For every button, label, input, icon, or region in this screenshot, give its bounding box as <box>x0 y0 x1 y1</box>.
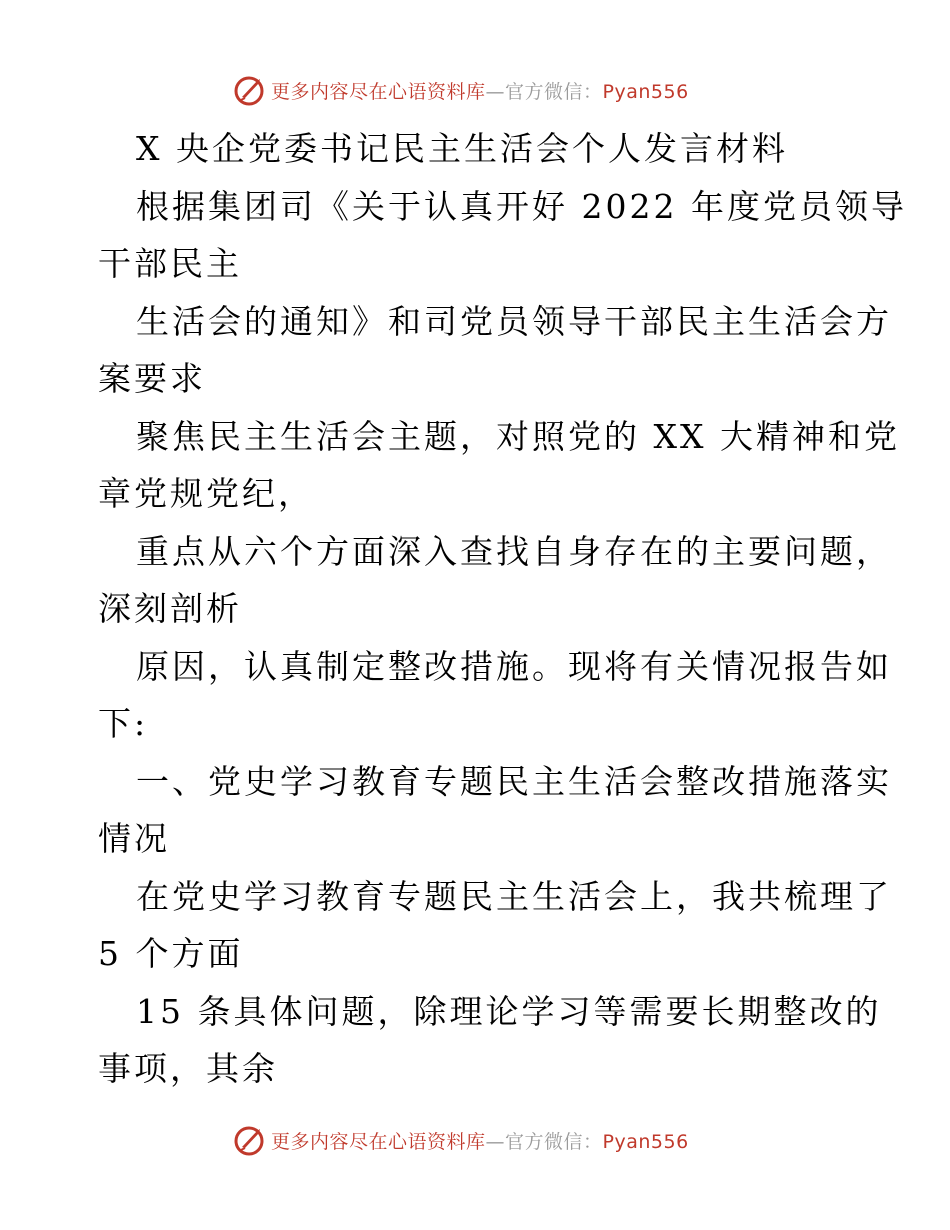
watermark-main: 更多内容尽在心语资料库 <box>271 80 486 103</box>
watermark-main: 更多内容尽在心语资料库 <box>271 1130 486 1153</box>
paragraph-line: 下: <box>98 704 149 743</box>
paragraph-line: 事项，其余 <box>98 1049 278 1088</box>
document-body <box>98 120 907 1098</box>
watermark-wechat-label: 官方微信： <box>505 1130 603 1153</box>
watermark-dash: — <box>485 80 506 103</box>
paragraph-line: 15 条具体问题，除理论学习等需要长期整改的 <box>136 991 882 1031</box>
paragraph-line: 案要求 <box>98 359 206 398</box>
feather-pen-logo-icon <box>233 73 267 107</box>
watermark-wechat-label: 官方微信： <box>505 80 603 103</box>
section-heading: 一、党史学习教育专题民主生活会整改措施落实 <box>136 761 892 801</box>
feather-pen-logo-icon <box>233 1123 267 1157</box>
paragraph-line: 在党史学习教育专题民主生活会上，我共梳理了 <box>136 876 892 916</box>
watermark-text <box>271 1127 689 1154</box>
watermark-wechat-id: Pyan556 <box>602 1130 689 1153</box>
paragraph-line: 重点从六个方面深入查找自身存在的主要问题， <box>136 531 892 571</box>
paragraph-line: 深刻剖析 <box>98 589 242 628</box>
watermark-dash: — <box>485 1130 506 1153</box>
section-heading-continued: 情况 <box>98 819 170 858</box>
paragraph-line: 干部民主 <box>98 244 242 283</box>
paragraph-line: 聚焦民主生活会主题，对照党的 XX 大精神和党 <box>136 416 900 456</box>
paragraph-line: 根据集团司《关于认真开好 2022 年度党员领导 <box>136 186 907 226</box>
footer-watermark <box>233 1122 689 1158</box>
paragraph-line: 5 个方面 <box>98 934 244 973</box>
header-watermark <box>233 72 689 108</box>
paragraph-line: 章党规党纪， <box>98 474 314 513</box>
document-title: X 央企党委书记民主生活会个人发言材料 <box>136 129 788 168</box>
paragraph-line: 原因，认真制定整改措施。现将有关情况报告如 <box>136 646 892 686</box>
watermark-wechat-id: Pyan556 <box>602 80 689 103</box>
paragraph-line: 生活会的通知》和司党员领导干部民主生活会方 <box>136 301 892 341</box>
watermark-text <box>271 77 689 104</box>
